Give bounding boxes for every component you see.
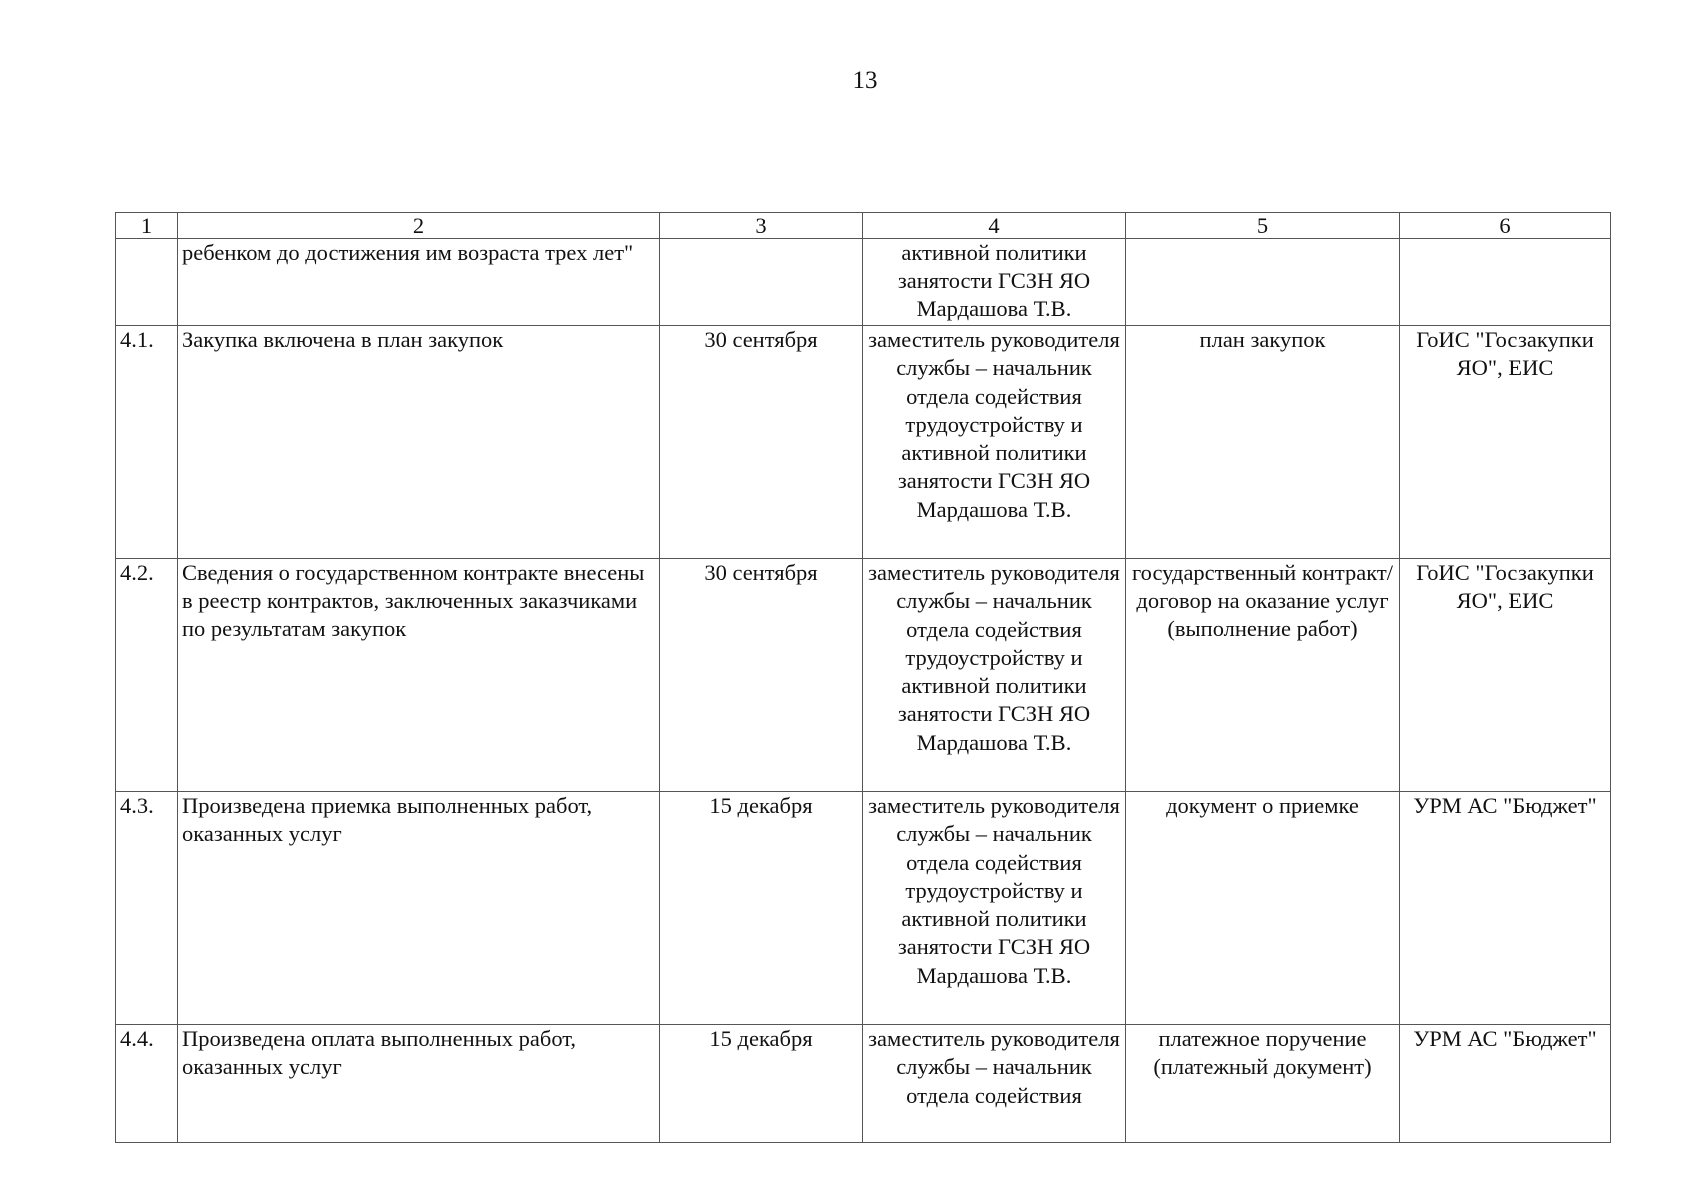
system-cell: ГоИС "Госзакупки ЯО", ЕИС	[1400, 326, 1611, 559]
header-cell: 5	[1126, 213, 1400, 239]
header-cell: 2	[178, 213, 660, 239]
deadline-cell: 15 декабря	[660, 792, 863, 1025]
row-number	[116, 239, 178, 326]
document-cell: план закупок	[1126, 326, 1400, 559]
page-number: 13	[852, 67, 878, 94]
event-cell: Произведена оплата выполненных работ, оказанных услуг	[178, 1025, 660, 1143]
document-cell: государственный контракт/ договор на оказание услуг (выполнение работ)	[1126, 559, 1400, 792]
deadline-cell	[660, 239, 863, 326]
row-number: 4.4.	[116, 1025, 178, 1143]
system-cell: УРМ АС "Бюджет"	[1400, 1025, 1611, 1143]
header-cell: 6	[1400, 213, 1611, 239]
row-number: 4.1.	[116, 326, 178, 559]
responsible-cell: заместитель руководителя службы – начальник отдела содействия трудоустройству и активной политики занятости ГСЗН ЯО Мардашова Т.В.	[863, 792, 1126, 1025]
event-cell: Закупка включена в план закупок	[178, 326, 660, 559]
responsible-cell: активной политики занятости ГСЗН ЯО Мардашова Т.В.	[863, 239, 1126, 326]
event-cell: Произведена приемка выполненных работ, оказанных услуг	[178, 792, 660, 1025]
responsible-cell: заместитель руководителя службы – начальник отдела содействия трудоустройству и активной политики занятости ГСЗН ЯО Мардашова Т.В.	[863, 326, 1126, 559]
table-row	[116, 559, 1611, 792]
deadline-cell: 30 сентября	[660, 326, 863, 559]
deadline-cell: 15 декабря	[660, 1025, 863, 1143]
header-cell: 4	[863, 213, 1126, 239]
document-cell	[1126, 239, 1400, 326]
event-cell: ребенком до достижения им возраста трех лет"	[178, 239, 660, 326]
table-header-row	[116, 213, 1611, 239]
row-number: 4.2.	[116, 559, 178, 792]
table-row	[116, 326, 1611, 559]
responsible-cell: заместитель руководителя службы – начальник отдела содействия	[863, 1025, 1126, 1143]
system-cell	[1400, 239, 1611, 326]
header-cell: 1	[116, 213, 178, 239]
event-cell: Сведения о государственном контракте внесены в реестр контрактов, заключенных заказчиками по результатам закупок	[178, 559, 660, 792]
table-row	[116, 1025, 1611, 1143]
system-cell: УРМ АС "Бюджет"	[1400, 792, 1611, 1025]
system-cell: ГоИС "Госзакупки ЯО", ЕИС	[1400, 559, 1611, 792]
table-row	[116, 239, 1611, 326]
header-cell: 3	[660, 213, 863, 239]
document-cell: документ о приемке	[1126, 792, 1400, 1025]
responsible-cell: заместитель руководителя службы – начальник отдела содействия трудоустройству и активной политики занятости ГСЗН ЯО Мардашова Т.В.	[863, 559, 1126, 792]
deadline-cell: 30 сентября	[660, 559, 863, 792]
plan-table	[115, 212, 1611, 1143]
document-cell: платежное поручение (платежный документ)	[1126, 1025, 1400, 1143]
row-number: 4.3.	[116, 792, 178, 1025]
table-row	[116, 792, 1611, 1025]
